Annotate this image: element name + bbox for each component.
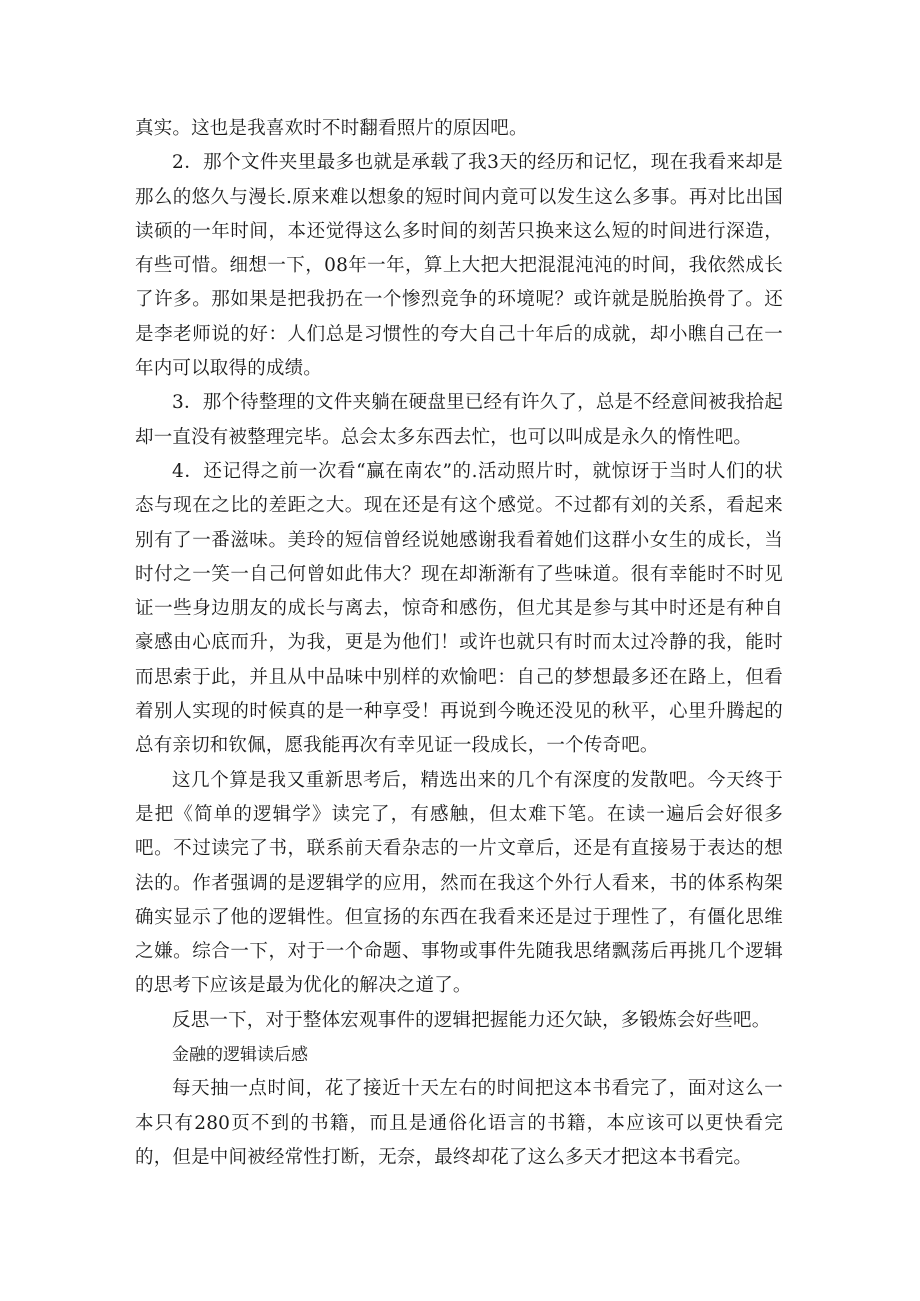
paragraph-item-4: 4．还记得之前一次看“赢在南农”的.活动照片时，就惊讶于当时人们的状态与现在之比的差距之大。现在还是有这个感觉。不过都有刘的关系，看起来别有了一番滋味。美玲的短信曾经说她感谢我看着她们这群小女生的成长，当时付之一笑一自己何曾如此伟大？现在却渐渐有了些味道。很有幸能时不时见证一些身边朋友的成长与离去，惊奇和感伤，但尤其是参与其中时还是有种自豪感由心底而升，为我，更是为他们！或许也就只有时而太过冷静的我，能时而思索于此，并且从中品味中别样的欢愉吧：自己的梦想最多还在路上，但看着别人实现的时候真的是一种享受！再说到今晚还没见的秋平，心里升腾起的总有亲切和钦佩，愿我能再次有幸见证一段成长，一个传奇吧。 [135, 460, 783, 757]
paragraph-item-3: 3．那个待整理的文件夹躺在硬盘里已经有许久了，总是不经意间被我拾起却一直没有被整理完毕。总会太多东西去忙，也可以叫成是永久的惰性吧。 [135, 392, 783, 448]
paragraph-review-intro: 每天抽一点时间，花了接近十天左右的时间把这本书看完了，面对这么一本只有280页不到的书籍，而且是通俗化语言的书籍，本应该可以更快看完的，但是中间被经常性打断，无奈，最终却花了这么多天才把这本书看完。 [135, 1078, 783, 1168]
section-heading: 金融的逻辑读后感 [172, 1045, 308, 1066]
paragraph-item-2: 2．那个文件夹里最多也就是承载了我3天的经历和记忆，现在我看来却是那么的悠久与漫长.原来难以想象的短时间内竟可以发生这么多事。再对比出国读硕的一年时间，本还觉得这么多时间的刻苦只换来这么短的时间进行深造，有些可惜。细想一下，08年一年，算上大把大把混混沌沌的时间，我依然成长了许多。那如果是把我扔在一个惨烈竞争的环境呢？或许就是脱胎换骨了。还是李老师说的好：人们总是习惯性的夸大自己十年后的成就，却小瞧自己在一年内可以取得的成绩。 [135, 152, 783, 380]
paragraph-reflection: 这几个算是我又重新思考后，精选出来的几个有深度的发散吧。今天终于是把《简单的逻辑学》读完了，有感触，但太难下笔。在读一遍后会好很多吧。不过读完了书，联系前天看杂志的一片文章后，还是有直接易于表达的想法的。作者强调的是逻辑学的应用，然而在我这个外行人看来，书的体系构架确实显示了他的逻辑性。但宣扬的东西在我看来还是过于理性了，有僵化思维之嫌。综合一下，对于一个命题、事物或事件先随我思绪飘荡后再挑几个逻辑的思考下应该是最为优化的解决之道了。 [135, 769, 783, 997]
document-body [135, 112, 783, 1175]
paragraph-summary: 反思一下，对于整体宏观事件的逻辑把握能力还欠缺，多锻炼会好些吧。 [172, 1009, 771, 1031]
paragraph-continuation: 真实。这也是我喜欢时不时翻看照片的原因吧。 [135, 118, 528, 139]
